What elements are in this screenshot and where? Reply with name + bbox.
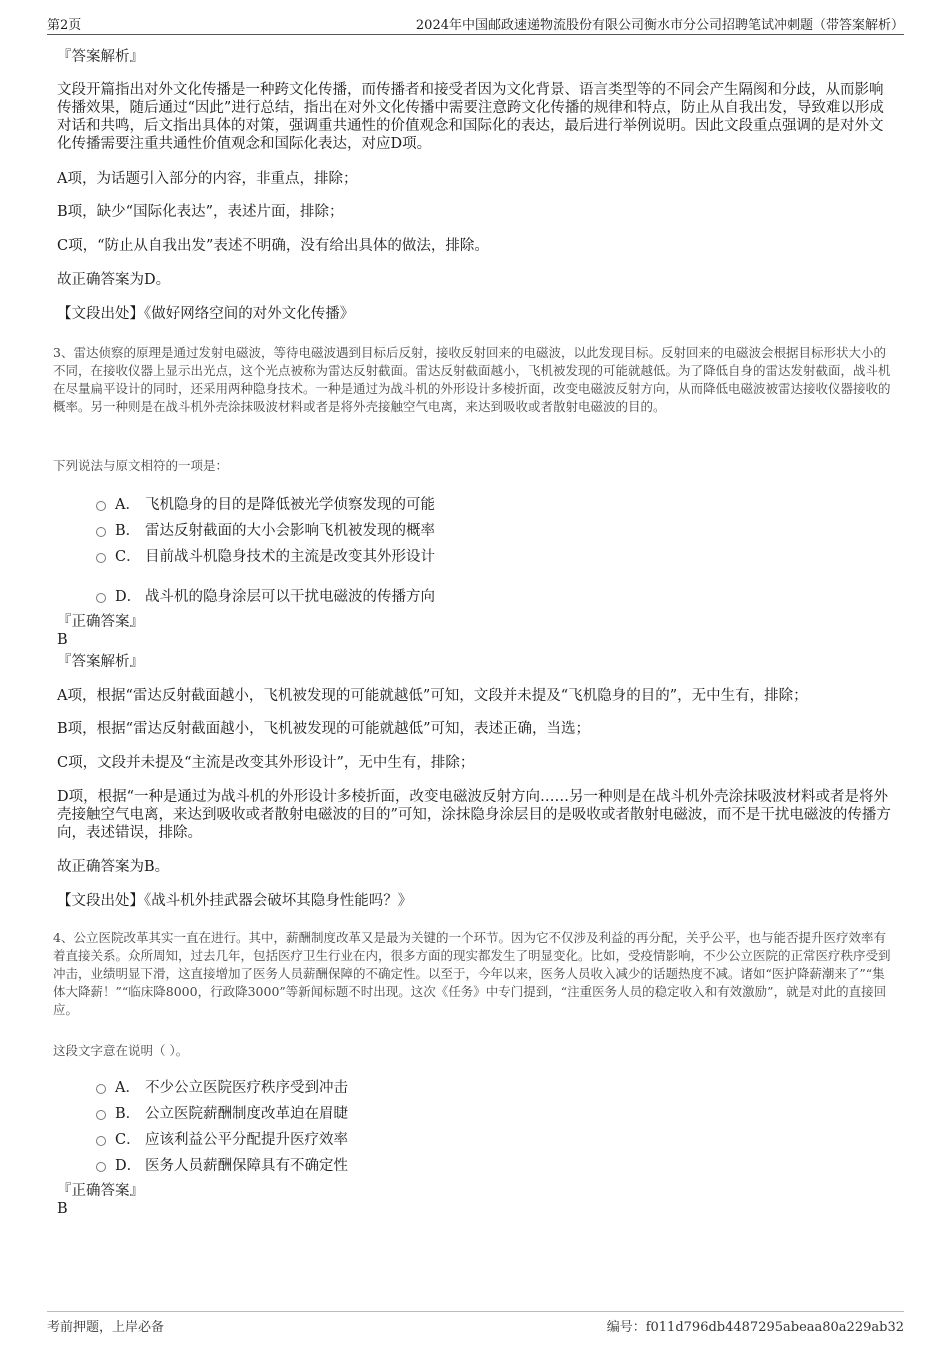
radio-button-icon[interactable] <box>96 1084 106 1094</box>
q3-option-d[interactable] <box>96 585 435 606</box>
footer-slogan: 考前押题，上岸必备 <box>47 1320 165 1335</box>
q4-question: 这段文字意在说明（ ）。 <box>53 1043 189 1058</box>
q3-option-b[interactable] <box>96 519 435 540</box>
q3-answer-label: 『正确答案』 <box>57 614 144 630</box>
radio-button-icon[interactable] <box>96 1110 106 1120</box>
q2-analysis-text: 文段开篇指出对外文化传播是一种跨文化传播，而传播者和接受者因为文化背景、语言类型等的不同会产生隔阂和分歧，从而影响传播效果，随后通过“因此”进行总结，指出在对外文化传播中需要注意跨文化传播的规律和特点，防止从自我出发，导致难以形成对话和共鸣，后文指出具体的对策，强调重共通性的价值观念和国际化的表达，最后进行举例说明。因此文段重点强调的是对外文化传播需要注重共通性价值观念和国际化表达，对应D项。 <box>57 82 884 152</box>
q2-analysis-b: B项，缺少“国际化表达”，表述片面，排除； <box>57 204 344 220</box>
radio-button-icon[interactable] <box>96 501 106 511</box>
option-text: 飞机隐身的目的是降低被光学侦察发现的可能 <box>145 497 435 513</box>
radio-button-icon[interactable] <box>96 593 106 603</box>
page-header <box>47 12 904 35</box>
option-text: 不少公立医院医疗秩序受到冲击 <box>145 1080 348 1096</box>
option-letter: A． <box>115 497 140 513</box>
q2-analysis-a: A项，为话题引入部分的内容，非重点，排除； <box>57 171 358 187</box>
q3-conclusion: 故正确答案为B。 <box>57 859 170 875</box>
option-text: 战斗机的隐身涂层可以干扰电磁波的传播方向 <box>145 589 435 605</box>
q2-analysis-label: 『答案解析』 <box>57 49 144 65</box>
q4-option-a[interactable] <box>96 1076 348 1097</box>
radio-button-icon[interactable] <box>96 1136 106 1146</box>
q4-answer: B <box>57 1201 68 1217</box>
radio-button-icon[interactable] <box>96 527 106 537</box>
q3-option-a[interactable] <box>96 493 435 514</box>
footer-code <box>607 1316 904 1335</box>
q3-analysis-label: 『答案解析』 <box>57 654 144 670</box>
footer-code-label: 编号： <box>606 1320 646 1335</box>
page-number: 第2页 <box>47 18 82 33</box>
q2-conclusion: 故正确答案为D。 <box>57 272 171 288</box>
q3-analysis-a: A项，根据“雷达反射截面越小，飞机被发现的可能就越低”可知，文段并未提及“飞机隐身的目的”，无中生有，排除； <box>57 688 808 704</box>
q4-passage: 4、公立医院改革其实一直在进行。其中，薪酬制度改革又是最为关键的一个环节。因为它不仅涉及利益的再分配，关乎公平，也与能否提升医疗效率有着直接关系。众所周知，过去几年，包括医疗卫生行业在内，很多方面的现实都发生了明显变化。比如，受疫情影响，不少公立医院的正常医疗秩序受到冲击，业绩明显下滑，这直接增加了医务人员薪酬保障的不确定性。以至于，今年以来，医务人员收入减少的话题热度不减。诸如“医护降薪潮来了”“集体大降薪！”“临床降8000，行政降3000”等新闻标题不时出现。这次《任务》中专门提到，“注重医务人员的稳定收入和有效激励”，就是对此的直接回应。 <box>53 930 891 1017</box>
option-text: 雷达反射截面的大小会影响飞机被发现的概率 <box>145 523 435 539</box>
option-text: 公立医院薪酬制度改革迫在眉睫 <box>145 1106 348 1122</box>
q4-option-b[interactable] <box>96 1102 348 1123</box>
option-letter: D． <box>115 1158 142 1174</box>
option-letter: A． <box>115 1080 140 1096</box>
q2-source: 【文段出处】《做好网络空间的对外文化传播》 <box>57 306 355 322</box>
radio-button-icon[interactable] <box>96 553 106 563</box>
document-title: 2024年中国邮政速递物流股份有限公司衡水市分公司招聘笔试冲刺题（带答案解析） <box>415 18 904 33</box>
page-footer <box>47 1311 904 1334</box>
q3-passage: 3、雷达侦察的原理是通过发射电磁波，等待电磁波遇到目标后反射，接收反射回来的电磁波，以此发现目标。反射回来的电磁波会根据目标形状大小的不同，在接收仪器上显示出光点，这个光点被称为雷达反射截面。雷达反射截面越小，飞机被发现的可能就越低。为了降低自身的雷达发射截面，战斗机在尽量扁平设计的同时，还采用两种隐身技术。一种是通过为战斗机的外形设计多棱折面，改变电磁波反射方向，从而降低电磁波被雷达接收仪器接收的概率。另一种则是在战斗机外壳涂抹吸波材料或者是将外壳接触空气电离，来达到吸收或者散射电磁波的目的。 <box>53 345 891 414</box>
q3-analysis-c: C项，文段并未提及“主流是改变其外形设计”，无中生有，排除； <box>57 755 475 771</box>
radio-button-icon[interactable] <box>96 1162 106 1172</box>
option-text: 目前战斗机隐身技术的主流是改变其外形设计 <box>145 549 435 565</box>
q4-option-d[interactable] <box>96 1154 348 1175</box>
option-letter: C． <box>115 549 141 565</box>
q3-analysis-b: B项，根据“雷达反射截面越小，飞机被发现的可能就越低”可知，表述正确，当选； <box>57 721 590 737</box>
q3-source: 【文段出处】《战斗机外挂武器会破坏其隐身性能吗？》 <box>57 893 413 909</box>
q3-answer: B <box>57 632 68 648</box>
option-letter: D． <box>115 589 142 605</box>
option-letter: B． <box>115 523 141 539</box>
q4-option-c[interactable] <box>96 1128 348 1149</box>
q3-question: 下列说法与原文相符的一项是： <box>53 458 229 473</box>
option-letter: B． <box>115 1106 141 1122</box>
q3-analysis-d: D项，根据“一种是通过为战斗机的外形设计多棱折面，改变电磁波反射方向……另一种则是在战斗机外壳涂抹吸波材料或者是将外壳接触空气电离，来达到吸收或者散射电磁波的目的”可知，涂抹隐身涂层目的是吸收或者散射电磁波，而不是干扰电磁波的传播方向，表述错误，排除。 <box>57 789 891 841</box>
q3-option-c[interactable] <box>96 545 435 566</box>
q4-answer-label: 『正确答案』 <box>57 1183 144 1199</box>
q2-analysis-c: C项，“防止从自我出发”表述不明确，没有给出具体的做法，排除。 <box>57 238 489 254</box>
footer-code-value: f011d796db4487295abeaa80a229ab32 <box>645 1320 904 1335</box>
option-text: 应该利益公平分配提升医疗效率 <box>145 1132 348 1148</box>
option-letter: C． <box>115 1132 141 1148</box>
option-text: 医务人员薪酬保障具有不确定性 <box>145 1158 348 1174</box>
